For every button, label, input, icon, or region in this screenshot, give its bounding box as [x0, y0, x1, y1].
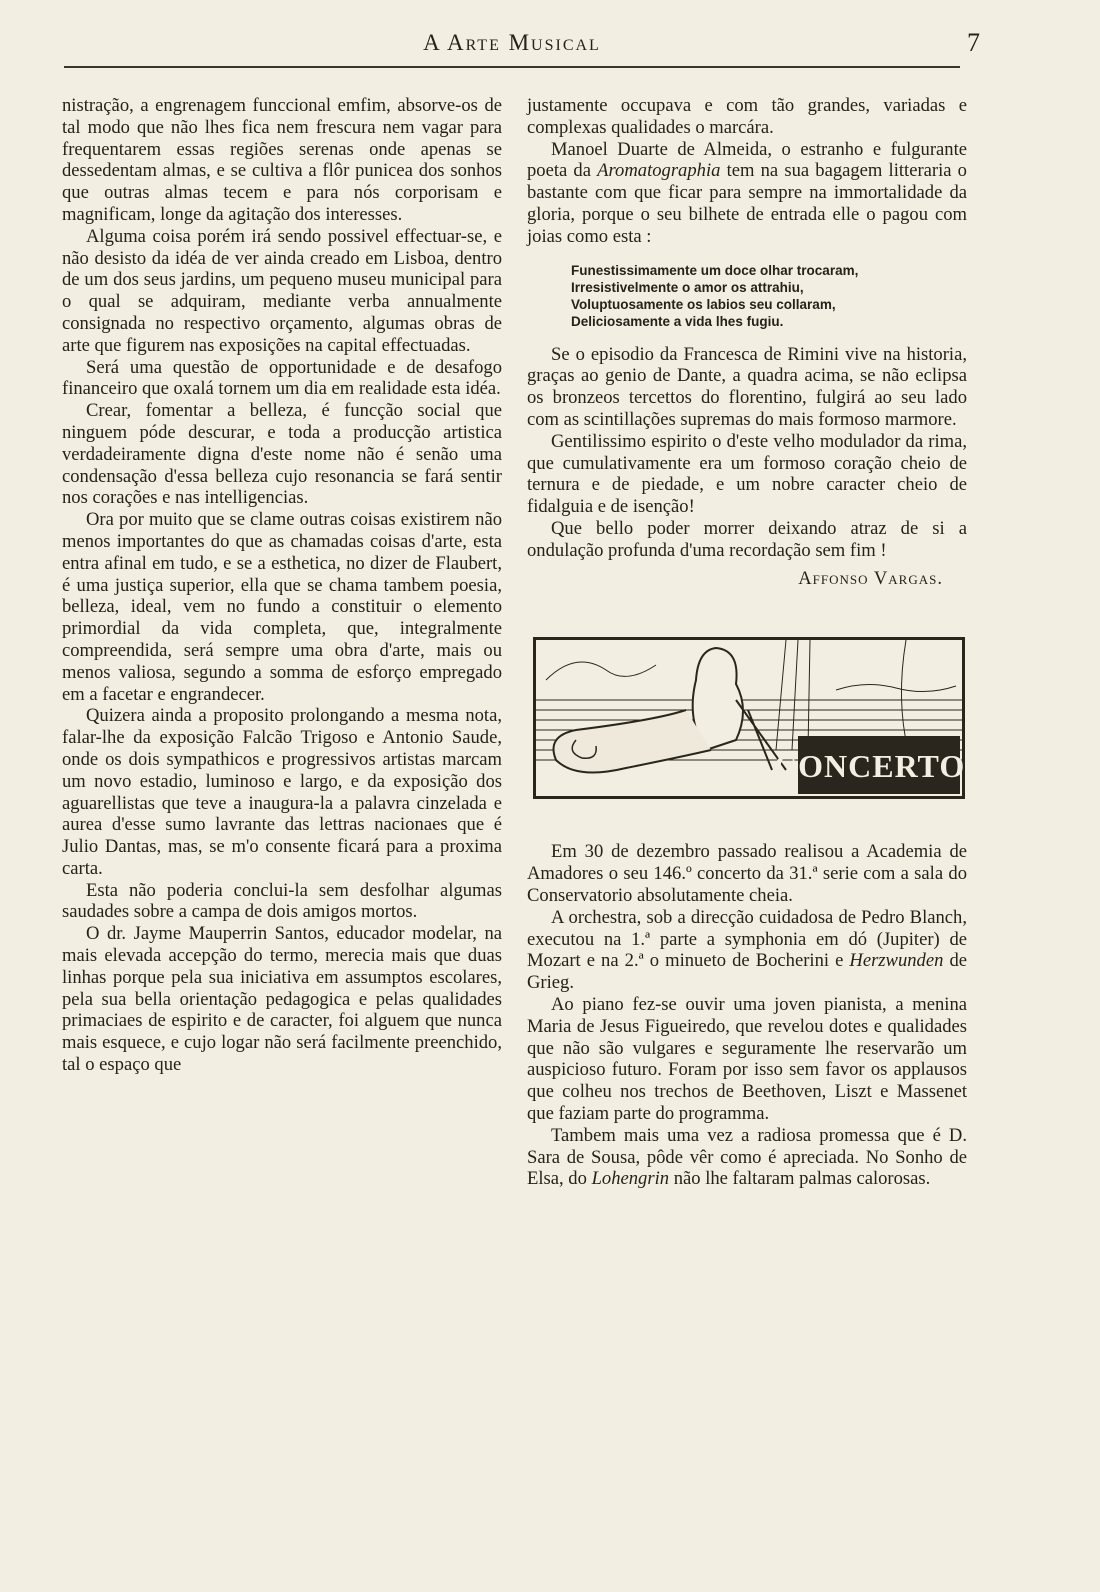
page-header — [64, 28, 980, 68]
poem-line: Irresistivelmente o amor os attrahiu, — [571, 279, 804, 295]
poem-quatrain — [571, 262, 967, 330]
poem-line: Deliciosamente a vida lhes fugiu. — [571, 313, 784, 329]
paragraph-text: de Grieg. — [527, 950, 967, 994]
paragraph-text: Tambem mais uma vez a radiosa promessa que é D. Sara de Sousa, pôde vêr como é apreciada. No Sonho de Elsa, do — [527, 1124, 967, 1190]
paragraph: Quizera ainda a proposito prolongando a mesma nota, falar-lhe da exposição Falcão Trigoso e Antonio Saude, onde os dois sympathicos e progressivos artistas marcam um novo estadio, luminoso e largo, e da exposição dos aguarellistas que teve a inaugura-la a palavra cinzelada e aurea d'esse sumo lavrante das lettras nacionaes que é Julio Dantas, mas, se m'o consente ficará para a proxima carta. — [62, 705, 502, 879]
author-signature: Affonso Vargas. — [798, 567, 943, 589]
engraving-illustration — [536, 640, 984, 796]
paragraph: justamente occupava e com tão grandes, variadas e complexas qualidades o marcára. — [527, 95, 967, 138]
paragraph: Se o episodio da Francesca de Rimini vive na historia, graças ao genio de Dante, a quadra acima, se não eclipsa os bronzeos tercettos do florentino, fulgirá ao seu lado com as scintillações supremas do mais formoso marmore. — [527, 343, 967, 430]
work-title: Herzwunden — [849, 950, 944, 972]
paragraph-text: tem na sua bagagem litteraria o bastante com que ficar para sempre na immortalidade da gloria, porque o seu bilhete de entrada elle o pagou com joias como esta : — [527, 160, 967, 247]
paragraph: Ao piano fez-se ouvir uma joven pianista, a menina Maria de Jesus Figueiredo, que revelou dotes e qualidades que não são vulgares e seguramente lhe reservarão um auspicioso futuro. Foram por isso sem favor os applausos que colheu nos trechos de Beethoven, Liszt e Massenet que faziam parte do programma. — [527, 993, 967, 1124]
paragraph: O dr. Jayme Mauperrin Santos, educador modelar, na mais elevada accepção do termo, merecia mais que duas linhas porque pela sua iniciativa em assumptos escolares, pela sua bella orientação pedagogica e pelas qualidades primaciaes de espirito e de caracter, foi alguem que nunca mais esquece, e cujo logar não será facilmente preenchido, tal o espaço que — [62, 923, 502, 1076]
paragraph: Ora por muito que se clame outras coisas existirem não menos importantes do que as chamadas coisas d'arte, esta entra afinal em tudo, e se a esthetica, no dizer de Flaubert, é uma justiça superior, ella que se chama tambem poesia, belleza, ideal, vem no fundo a constituir o elemento primordial da vida completa, que, integralmente compreendida, será sempre uma obra d'arte, mais ou menos valiosa, segundo a somma de esforço empregado em a facetar e engrandecer. — [62, 509, 502, 705]
poem-line: Funestissimamente um doce olhar trocaram, — [571, 262, 859, 278]
paragraph: Esta não poderia conclui-la sem desfolhar algumas saudades sobre a campa de dois amigos mortos. — [62, 879, 502, 923]
left-column — [62, 95, 502, 1076]
running-title: A Arte Musical — [423, 30, 601, 55]
poem-line: Voluptuosamente os labios seu collaram, — [571, 296, 836, 312]
work-title: Lohengrin — [591, 1168, 670, 1190]
paragraph: Será uma questão de opportunidade e de desafogo financeiro que oxalá tornem um dia em realidade esta idéa. — [62, 356, 502, 400]
paragraph — [527, 1125, 967, 1190]
header-rule — [64, 66, 960, 68]
paragraph: Em 30 de dezembro passado realisou a Academia de Amadores o seu 146.º concerto da 31.ª serie com a sala do Conservatorio absolutamente cheia. — [527, 841, 967, 906]
paragraph-text: A orchestra, sob a direcção cuidadosa de Pedro Blanch, executou na 1.ª parte a symphonia em dó (Jupiter) de Mozart e na 2.ª o minueto de Bocherini e — [527, 906, 967, 972]
paragraph: Alguma coisa porém irá sendo possivel effectuar-se, e não desisto da idéa de ver ainda creado em Lisboa, dentro de um dos seus jardins, um pequeno museu municipal para o qual se adquiram, mediante verba annualmente consignada no respectivo orçamento, algumas obras de arte que figurem nas exposições na capital effectuadas. — [62, 225, 502, 356]
engraving-caption: CONCERTOS — [774, 748, 984, 785]
paragraph — [527, 139, 967, 248]
paragraph-text: não lhe faltaram palmas calorosas. — [669, 1168, 931, 1190]
paragraph — [527, 907, 967, 994]
right-column — [527, 95, 984, 1190]
paragraph-text: Manoel Duarte de Almeida, o estranho e fulgurante poeta da — [527, 138, 967, 182]
paragraph: Crear, fomentar a belleza, é funcção social que ninguem póde descurar, e toda a producção artistica verdadeiramente digna d'este nome não é senão uma condensação d'essa belleza cujo resonancia se fará sentir nos corações e nas intelligencias. — [62, 400, 502, 509]
page-number: 7 — [967, 28, 980, 57]
paragraph: nistração, a engrenagem funccional emfim, absorve-os de tal modo que não lhes fica nem frescura nem vagar para frequentarem essas regiões serenas onde apenas se dessedentam almas, e se cultiva a flôr punicea dos sonhos que outras almas tecem e para nós corporisam e magnificam, longe da agitação dos interesses. — [62, 95, 502, 225]
paragraph: Gentilissimo espirito o d'este velho modulador da rima, que cumulativamente era um formoso coração cheio de ternura e de piedade, e um nobre caracter cheio de fidalguia e de isenção! — [527, 430, 967, 518]
paragraph: Que bello poder morrer deixando atraz de si a ondulação profunda d'uma recordação sem fim ! — [527, 517, 967, 561]
concertos-engraving — [533, 637, 984, 799]
book-title: Aromatographia — [597, 160, 721, 182]
